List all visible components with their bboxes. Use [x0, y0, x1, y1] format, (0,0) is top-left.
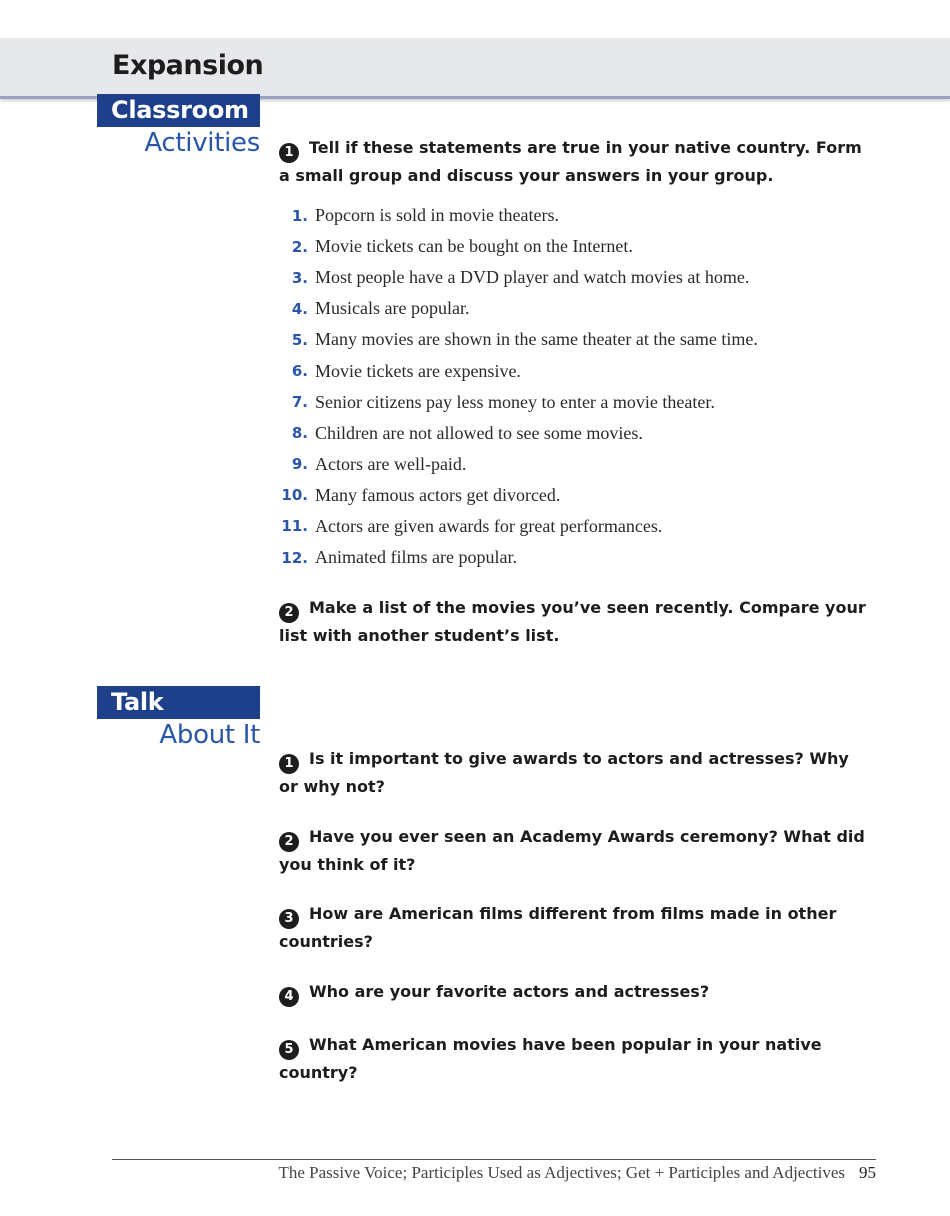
item-text: Actors are well-paid.	[315, 453, 467, 474]
number-bullet-icon: 2	[279, 832, 299, 852]
item-text: Senior citizens pay less money to enter a movie theater.	[315, 391, 715, 412]
item-number: 5.	[291, 330, 308, 349]
list-item	[279, 449, 879, 480]
activity-1-prompt	[279, 135, 869, 188]
list-item	[279, 355, 879, 386]
activity-1-text: Tell if these statements are true in your native country. Form a small group and discuss your answers in your group.	[279, 138, 862, 185]
item-text: Actors are given awards for great performances.	[315, 515, 663, 536]
question-text: Is it important to give awards to actors and actresses? Why or why not?	[279, 749, 849, 796]
number-bullet-icon: 1	[279, 143, 299, 163]
item-number: 4.	[291, 299, 308, 318]
number-bullet-icon: 3	[279, 909, 299, 929]
footer-text: The Passive Voice; Participles Used as Adjectives; Get + Participles and Adjectives	[278, 1163, 845, 1182]
list-item	[279, 387, 879, 418]
item-text: Movie tickets can be bought on the Internet.	[315, 236, 633, 257]
list-item	[279, 324, 879, 355]
item-number: 3.	[291, 268, 308, 287]
number-bullet-icon: 4	[279, 987, 299, 1007]
item-number: 8.	[291, 424, 308, 443]
talk-label: Talk	[111, 688, 164, 716]
section-banner	[0, 38, 950, 99]
item-number: 1.	[291, 206, 308, 225]
about-it-label: About It	[159, 720, 260, 750]
item-number: 9.	[291, 455, 308, 474]
list-item	[279, 231, 879, 262]
item-text: Animated films are popular.	[315, 547, 517, 568]
classroom-label: Classroom	[111, 96, 249, 124]
list-item	[279, 511, 879, 542]
item-number: 12.	[281, 548, 308, 567]
item-number: 7.	[291, 393, 308, 412]
item-text: Musicals are popular.	[315, 298, 470, 319]
item-text: Most people have a DVD player and watch movies at home.	[315, 267, 750, 288]
classroom-label-box	[97, 94, 260, 127]
item-number: 6.	[291, 362, 308, 381]
list-item	[279, 418, 879, 449]
question-4	[279, 979, 869, 1007]
number-bullet-icon: 2	[279, 603, 299, 623]
question-1	[279, 746, 869, 799]
activities-label: Activities	[144, 128, 260, 158]
question-2	[279, 824, 869, 877]
question-text: Who are your favorite actors and actresses?	[309, 982, 710, 1001]
item-number: 11.	[281, 517, 308, 536]
activity-2-text: Make a list of the movies you’ve seen recently. Compare your list with another student’s list.	[279, 598, 866, 645]
item-text: Children are not allowed to see some movies.	[315, 422, 643, 443]
question-text: What American movies have been popular in your native country?	[279, 1035, 822, 1082]
number-bullet-icon: 5	[279, 1040, 299, 1060]
question-5	[279, 1032, 879, 1085]
footer-rule	[112, 1159, 876, 1160]
list-item	[279, 200, 879, 231]
item-number: 10.	[281, 486, 308, 505]
statement-list	[279, 200, 879, 573]
item-text: Popcorn is sold in movie theaters.	[315, 205, 559, 226]
section-title: Expansion	[112, 50, 264, 81]
item-text: Many movies are shown in the same theater at the same time.	[315, 329, 758, 350]
question-text: How are American films different from films made in other countries?	[279, 904, 837, 951]
page-footer	[278, 1163, 876, 1183]
activity-2-prompt	[279, 595, 869, 648]
list-item	[279, 262, 879, 293]
number-bullet-icon: 1	[279, 754, 299, 774]
list-item	[279, 480, 879, 511]
question-text: Have you ever seen an Academy Awards ceremony? What did you think of it?	[279, 827, 865, 874]
item-text: Many famous actors get divorced.	[315, 484, 561, 505]
page-number: 95	[859, 1163, 876, 1182]
item-text: Movie tickets are expensive.	[315, 360, 521, 381]
item-number: 2.	[291, 237, 308, 256]
talk-label-box	[97, 686, 260, 719]
list-item	[279, 293, 879, 324]
question-3	[279, 901, 869, 954]
list-item	[279, 542, 879, 573]
